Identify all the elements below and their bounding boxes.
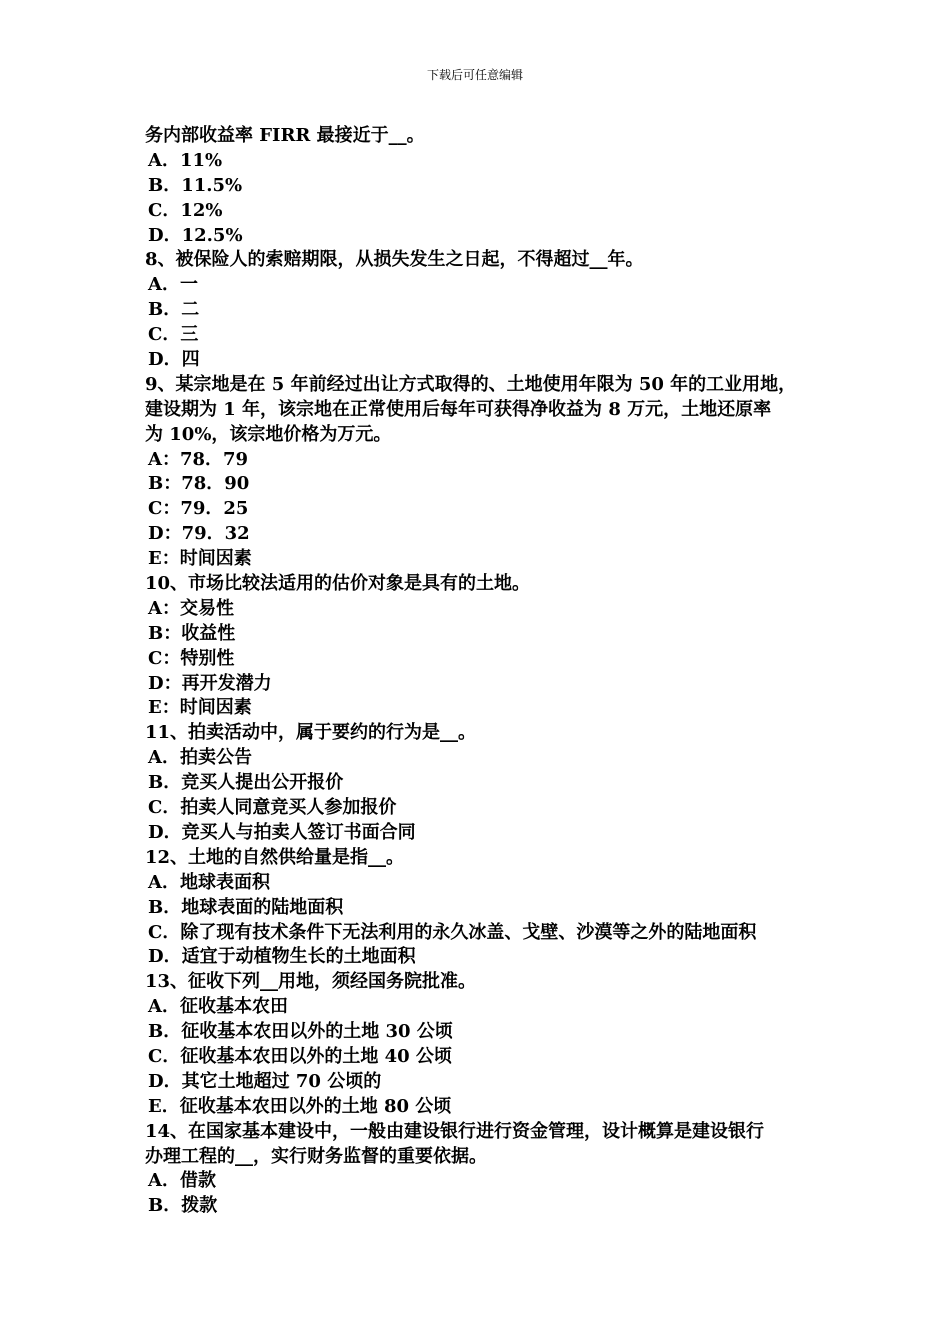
answer-option: C．除了现有技术条件下无法利用的永久冰盖、戈壁、沙漠等之外的陆地面积 bbox=[148, 921, 757, 943]
question-text: 11、拍卖活动中，属于要约的行为是__。 bbox=[145, 722, 477, 744]
question-text: 务内部收益率 FIRR 最接近于__。 bbox=[145, 125, 425, 146]
answer-option: D：再开发潜力 bbox=[148, 672, 272, 694]
answer-option: E：时间因素 bbox=[148, 548, 252, 570]
answer-option: A．11% bbox=[148, 149, 223, 171]
answer-option: B．拨款 bbox=[148, 1195, 218, 1217]
answer-option: C．征收基本农田以外的土地 40 公顷 bbox=[148, 1045, 452, 1067]
answer-option: C：79．25 bbox=[148, 498, 249, 520]
page-header: 下载后可任意编辑 bbox=[426, 68, 523, 82]
question-text: 为 10%，该宗地价格为万元。 bbox=[145, 423, 392, 445]
question-text: 10、市场比较法适用的估价对象是具有的土地。 bbox=[145, 573, 531, 595]
answer-option: A．征收基本农田 bbox=[148, 996, 288, 1018]
answer-option: C．拍卖人同意竞买人参加报价 bbox=[148, 797, 397, 819]
answer-option: B．11.5% bbox=[148, 174, 243, 196]
answer-option: A．借款 bbox=[148, 1170, 216, 1192]
question-text: 14、在国家基本建设中，一般由建设银行进行资金管理，设计概算是建设银行 bbox=[145, 1120, 765, 1142]
answer-option: D．竞买人与拍卖人签订书面合同 bbox=[148, 821, 416, 843]
question-text: 建设期为 1 年，该宗地在正常使用后每年可获得净收益为 8 万元，土地还原率 bbox=[145, 398, 772, 420]
answer-option: B．征收基本农田以外的土地 30 公顷 bbox=[148, 1021, 453, 1043]
answer-option: B：收益性 bbox=[148, 622, 236, 644]
question-text: 8、被保险人的索赔期限，从损失发生之日起，不得超过__年。 bbox=[145, 249, 644, 271]
answer-option: B．地球表面的陆地面积 bbox=[148, 896, 344, 918]
answer-option: D．适宜于动植物生长的土地面积 bbox=[148, 946, 416, 968]
answer-option: C．三 bbox=[148, 324, 199, 346]
answer-option: E：时间因素 bbox=[148, 697, 252, 719]
answer-option: C．12% bbox=[148, 199, 223, 221]
answer-option: A：78．79 bbox=[148, 448, 249, 470]
question-text: 9、某宗地是在 5 年前经过出让方式取得的、土地使用年限为 50 年的工业用地， bbox=[145, 373, 797, 395]
document-body bbox=[145, 124, 825, 1219]
question-text: 12、土地的自然供给量是指__。 bbox=[145, 846, 405, 868]
answer-option: E．征收基本农田以外的土地 80 公顷 bbox=[148, 1095, 452, 1117]
answer-option: D：79．32 bbox=[148, 523, 250, 545]
answer-option: A．地球表面积 bbox=[148, 871, 270, 893]
answer-option: A．一 bbox=[148, 274, 198, 296]
answer-option: A．拍卖公告 bbox=[148, 747, 252, 769]
answer-option: C：特别性 bbox=[148, 647, 235, 669]
question-text: 13、征收下列__用地，须经国务院批准。 bbox=[145, 971, 477, 993]
answer-option: D．四 bbox=[148, 349, 200, 371]
answer-option: B．二 bbox=[148, 299, 200, 321]
answer-option: A：交易性 bbox=[148, 597, 234, 619]
question-text: 办理工程的__，实行财务监督的重要依据。 bbox=[145, 1145, 487, 1167]
answer-option: B：78．90 bbox=[148, 473, 250, 495]
answer-option: D．12.5% bbox=[148, 224, 243, 246]
answer-option: D．其它土地超过 70 公顷的 bbox=[148, 1070, 382, 1092]
answer-option: B．竞买人提出公开报价 bbox=[148, 772, 344, 794]
